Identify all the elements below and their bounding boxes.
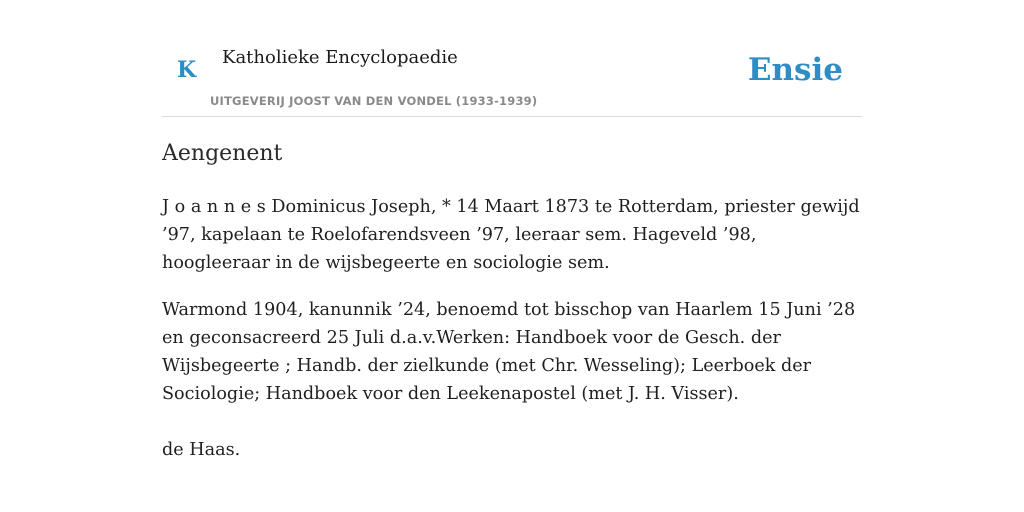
- publication-title[interactable]: Katholieke Encyclopaedie: [222, 47, 458, 68]
- article-paragraph: Warmond 1904, kanunnik ’24, benoemd tot bisschop van Haarlem 15 Juni ’28 en geconsacreerd 25 Juli d.a.v.Werken: Handboek voor de Gesch. der Wijsbegeerte ; Handb. der zielkunde (met Chr. Wesseling); Leerboek der Sociologie; Handboek voor den Leekenapostel (met J. H. Visser).: [162, 300, 856, 404]
- article-author: de Haas.: [162, 440, 241, 460]
- ensie-logo[interactable]: Ensie: [747, 52, 843, 88]
- site-header: [162, 0, 862, 117]
- article-paragraph: J o a n n e s Dominicus Joseph, * 14 Maart 1873 te Rotterdam, priester gewijd ’97, kapelaan te Roelofarendsveen ’97, leeraar sem. Hageveld ’98, hoogleeraar in de wijsbegeerte en sociologie sem.: [162, 197, 860, 273]
- article: [162, 138, 862, 464]
- publisher-line: UITGEVERIJ JOOST VAN DEN VONDEL (1933-1939): [210, 94, 538, 108]
- publication-logo[interactable]: K: [177, 57, 197, 83]
- article-title: Aengenent: [162, 141, 283, 166]
